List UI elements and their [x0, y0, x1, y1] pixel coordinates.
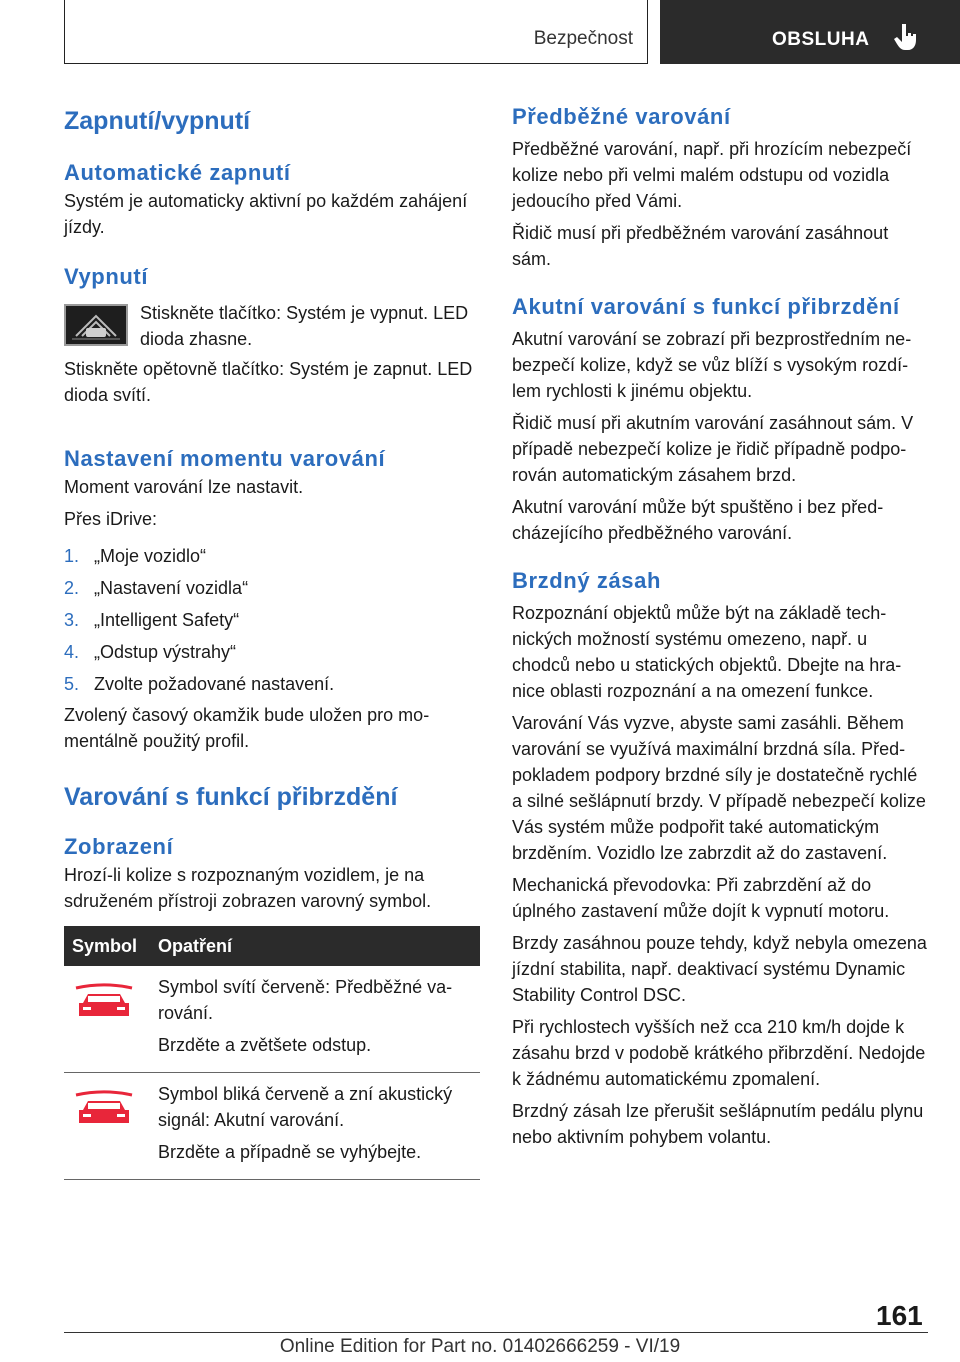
table-header-row — [64, 926, 480, 966]
timing-text: Moment varování lze nastavit. — [64, 477, 304, 497]
section-title-on-off: Zapnutí/vypnutí — [64, 107, 251, 135]
symbol-cell — [64, 966, 150, 1073]
heading-acute-warning: Akutní varování s funkcí přibrzdění — [512, 294, 900, 319]
list-item: 4. „Odstup výstrahy“ — [64, 642, 237, 662]
list-item: 5. Zvolte požadované nastavení. — [64, 674, 335, 694]
red-car-warning-icon — [74, 1089, 134, 1129]
brake-text-6: Brzdný zásah lze přerušit sešlápnutím pedálu plynu nebo aktivním pohybem volantu. — [512, 1101, 924, 1147]
heading-brake-intervention: Brzdný zásah — [512, 568, 662, 593]
table-row — [64, 1073, 480, 1180]
list-item: 2. „Nastavení vozidla“ — [64, 578, 249, 598]
symbol-cell — [64, 1073, 150, 1180]
heading-auto-on: Automatické zapnutí — [64, 160, 291, 185]
acute-text-1: Akutní varování se zobrazí při bezprostředním nebezpečí kolize, když se vůz blíží s vysokým rozdílem rychlosti k jinému objektu. — [512, 329, 912, 401]
left-column — [64, 100, 480, 1180]
header-section-frame — [64, 0, 648, 64]
brake-text-2: Varování Vás vyzve, abyste sami zasáhli. Během varování se využívá maximální brzdná síla. Předpokladem podpory brzdné síly je dostatečně rychlé a silné sešlápnutí brzdy. V případě nebezpečí kolize Vás systém může podpořit také automatickým brzděním. Vozidlo lze zabrzdit až do zastavení. — [512, 713, 926, 863]
action-cell — [150, 1073, 480, 1180]
symbol-table — [64, 926, 480, 1180]
row2-line2: Brzděte a případně se vyhýbejte. — [158, 1142, 422, 1162]
table-row — [64, 966, 480, 1073]
heading-pre-warning: Předběžné varování — [512, 104, 731, 129]
brake-text-4: Brzdy zasáhnou pouze tehdy, když nebyla omezena jízdní stabilita, např. deaktivací systému Dynamic Stability Control DSC. — [512, 933, 927, 1005]
brake-text-5: Při rychlostech vyšších než cca 210 km/h dojde k zásahu brzd v podobě krátkého přibrzdění. Nedojde k žádnému automatickému zpomalení. — [512, 1017, 926, 1089]
auto-on-text: Systém je automaticky aktivní po každém zahájení jízdy. — [64, 191, 468, 237]
row2-line1: Symbol bliká červeně a zní akustický signál: Akutní varování. — [158, 1084, 453, 1130]
heading-warning-timing: Nastavení momentu varování — [64, 446, 386, 471]
saved-text: Zvolený časový okamžik bude uložen pro momentálně použitý profil. — [64, 705, 430, 751]
display-text: Hrozí-li kolize s rozpoznaným vozidlem, je na sdruženém přístroji zobrazen varovný symbol. — [64, 865, 432, 911]
row1-line1: Symbol svítí červeně: Předběžné varování. — [158, 977, 453, 1023]
brake-text-3: Mechanická převodovka: Při zabrzdění až do úplného zastavení může dojít k vypnutí motoru. — [512, 875, 890, 921]
brake-text-1: Rozpoznání objektů může být na základě technických možností systému omezeno, např. u chodců nebo u statických objektů. Dbejte na hranice oblasti rozpoznání a na omezení funkce. — [512, 603, 902, 701]
page-number: 161 — [876, 1300, 923, 1331]
hand-pointer-icon — [892, 22, 920, 54]
off-instruction — [64, 300, 480, 352]
heading-display: Zobrazení — [64, 834, 174, 859]
acute-text-2: Řidič musí při akutním varování zasáhnout sám. V případě nebezpečí kolize je řidič případně podporován automatickým zásahem brzd. — [512, 413, 914, 485]
chapter-tab — [660, 0, 960, 64]
heading-off: Vypnutí — [64, 264, 149, 289]
row1-line2: Brzděte a zvětšete odstup. — [158, 1035, 372, 1055]
footer-rule — [64, 1332, 928, 1333]
col-symbol-header: Symbol — [64, 926, 150, 966]
collision-warning-button-icon — [64, 304, 128, 346]
edition-text: Online Edition for Part no. 01402666259 - VI/19 — [279, 1336, 681, 1357]
list-item: 3. „Intelligent Safety“ — [64, 610, 240, 630]
section-title-brake-warning: Varování s funkcí přibrzdění — [64, 783, 398, 811]
chapter-tab-label: OBSLUHA — [772, 29, 870, 50]
pre-text-1: Předběžné varování, např. při hrozícím nebezpečí kolize nebo při velmi malém odstupu od vozidla jedoucího před Vámi. — [512, 139, 912, 211]
right-column — [512, 100, 928, 1150]
list-item: 1. „Moje vozidlo“ — [64, 546, 207, 566]
acute-text-3: Akutní varování může být spuštěno i bez předcházejícího předběžného varování. — [512, 497, 884, 543]
pre-text-2: Řidič musí při předběžném varování zasáhnout sám. — [512, 223, 889, 269]
off-text-2: Stiskněte opětovně tlačítko: Systém je zapnut. LED dioda svítí. — [64, 359, 473, 405]
red-car-warning-icon — [74, 982, 134, 1022]
section-title: Bezpečnost — [533, 28, 633, 49]
off-text-1: Stiskněte tlačítko: Systém je vypnut. LED dioda zhasne. — [140, 303, 469, 349]
idrive-text: Přes iDrive: — [64, 509, 158, 529]
action-cell — [150, 966, 480, 1073]
col-action-header: Opatření — [150, 926, 480, 966]
settings-steps — [64, 540, 480, 700]
